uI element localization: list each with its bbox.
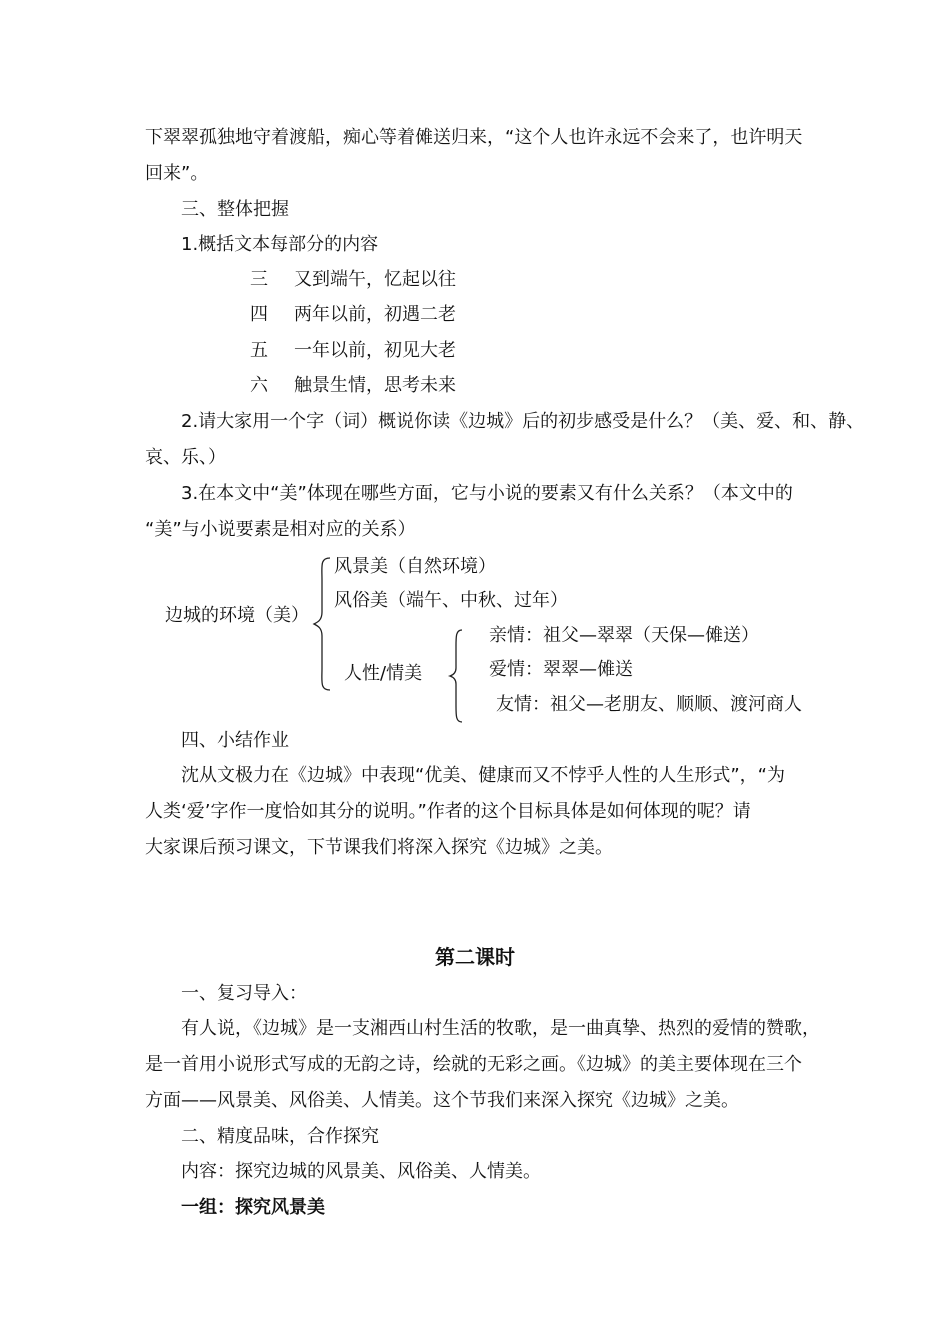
content-line: 内容：探究边城的风景美、风俗美、人情美。 [181, 1161, 541, 1182]
paragraph-line: 是一首用小说形式写成的无韵之诗，绘就的无彩之画。《边城》的美主要体现在三个 [145, 1054, 802, 1075]
question-2-cont: 哀、乐、） [145, 447, 226, 468]
large-brace-icon [312, 556, 332, 692]
paragraph-line: 人类‘爱’字作一度恰如其分的说明。”作者的这个目标具体是如何体现的呢？请 [145, 801, 751, 822]
question-1: 1.概括文本每部分的内容 [181, 234, 379, 255]
paragraph-line: 有人说，《边城》是一支湘西山村生活的牧歌，是一曲真挚、热烈的爱情的赞歌， [181, 1018, 820, 1039]
diagram-leaf: 友情：祖父—老朋友、顺顺、渡河商人 [496, 694, 802, 715]
section-heading: 二、精度品味，合作探究 [181, 1126, 379, 1147]
part-summary: 又到端午，忆起以往 [294, 269, 456, 290]
section-heading: 一、复习导入： [181, 983, 307, 1004]
diagram-branch: 风景美（自然环境） [334, 556, 496, 577]
part-summary-row [250, 374, 456, 398]
group-heading: 一组：探究风景美 [181, 1197, 325, 1218]
part-number: 五 [250, 340, 268, 361]
part-summary-row [250, 339, 456, 363]
diagram-branch: 人性/情美 [344, 663, 423, 684]
diagram-leaf: 爱情：翠翠—傩送 [489, 659, 633, 680]
part-number: 四 [250, 304, 268, 325]
part-number: 六 [250, 375, 268, 396]
paragraph-line: 下翠翠孤独地守着渡船，痴心等着傩送归来，“这个人也许永远不会来了，也许明天 [145, 127, 803, 148]
question-3-cont: “美”与小说要素是相对应的关系） [145, 519, 416, 540]
diagram-leaf: 亲情：祖父—翠翠（天保—傩送） [489, 625, 759, 646]
section-heading: 四、小结作业 [181, 730, 289, 751]
paragraph-line: 回来”。 [145, 163, 209, 184]
question-3: 3.在本文中“美”体现在哪些方面，它与小说的要素又有什么关系？（本文中的 [181, 483, 793, 504]
paragraph-line: 沈从文极力在《边城》中表现“优美、健康而又不悖乎人性的人生形式”，“为 [181, 765, 785, 786]
section-heading: 三、整体把握 [181, 199, 289, 220]
diagram-root: 边城的环境（美） [165, 605, 309, 626]
part-summary: 触景生情，思考未来 [294, 375, 456, 396]
paragraph-line: 大家课后预习课文，下节课我们将深入探究《边城》之美。 [145, 837, 613, 858]
paragraph-line: 方面——风景美、风俗美、人情美。这个节我们来深入探究《边城》之美。 [145, 1090, 739, 1111]
part-summary-row [250, 303, 456, 327]
question-2: 2.请大家用一个字（词）概说你读《边城》后的初步感受是什么？（美、爱、和、静、 [181, 411, 865, 432]
lesson-title: 第二课时 [435, 945, 515, 969]
small-brace-icon [448, 628, 464, 724]
diagram-branch: 风俗美（端午、中秋、过年） [334, 590, 568, 611]
part-number: 三 [250, 269, 268, 290]
part-summary-row [250, 268, 456, 292]
part-summary: 一年以前，初见大老 [294, 340, 456, 361]
part-summary: 两年以前，初遇二老 [294, 304, 456, 325]
